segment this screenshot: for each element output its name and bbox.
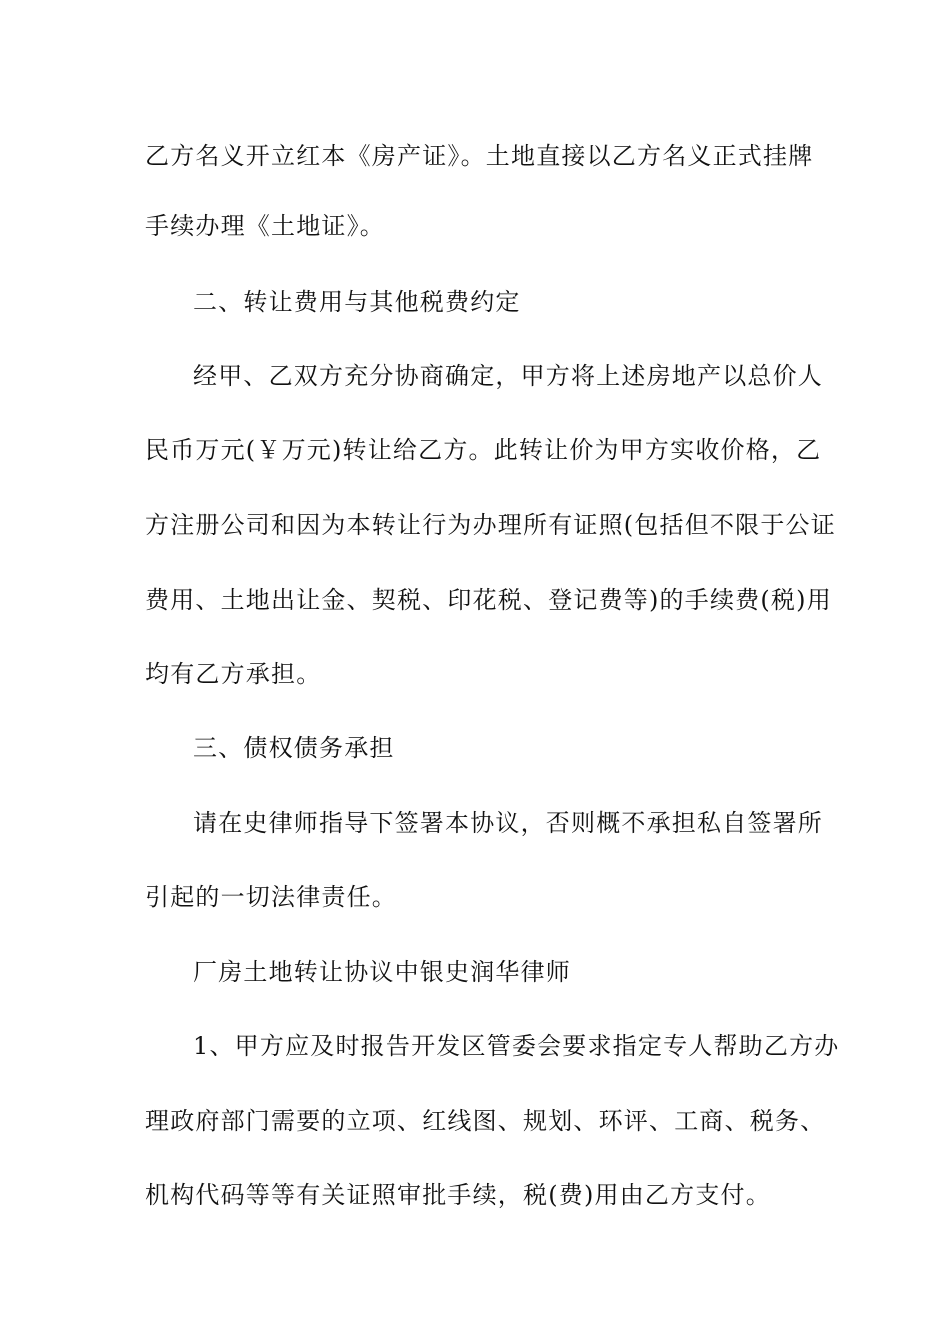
paragraph-line: 手续办理《土地证》。 (145, 212, 385, 240)
paragraph-line: 引起的一切法律责任。 (145, 883, 397, 911)
section-heading: 二、转让费用与其他税费约定 (193, 288, 521, 316)
paragraph-line: 经甲、乙双方充分协商确定，甲方将上述房地产以总价人 (193, 362, 823, 390)
paragraph-line: 机构代码等等有关证照审批手续，税(费)用由乙方支付。 (145, 1181, 771, 1209)
section-heading: 三、债权债务承担 (193, 734, 395, 762)
paragraph-line: 方注册公司和因为本转让行为办理所有证照(包括但不限于公证 (145, 511, 836, 539)
document-subtitle: 厂房土地转让协议中银史润华律师 (193, 958, 571, 986)
paragraph-line: 乙方名义开立红本《房产证》。土地直接以乙方名义正式挂牌 (145, 142, 814, 170)
paragraph-line: 理政府部门需要的立项、红线图、规划、环评、工商、税务、 (145, 1107, 826, 1135)
paragraph-line: 费用、土地出让金、契税、印花税、登记费等)的手续费(税)用 (145, 586, 832, 614)
paragraph-line: 民币万元(￥万元)转让给乙方。此转让价为甲方实收价格，乙 (145, 436, 822, 464)
paragraph-line: 请在史律师指导下签署本协议，否则概不承担私自签署所 (193, 809, 823, 837)
paragraph-line: 均有乙方承担。 (145, 660, 322, 688)
paragraph-line: 1、甲方应及时报告开发区管委会要求指定专人帮助乙方办 (193, 1032, 840, 1060)
